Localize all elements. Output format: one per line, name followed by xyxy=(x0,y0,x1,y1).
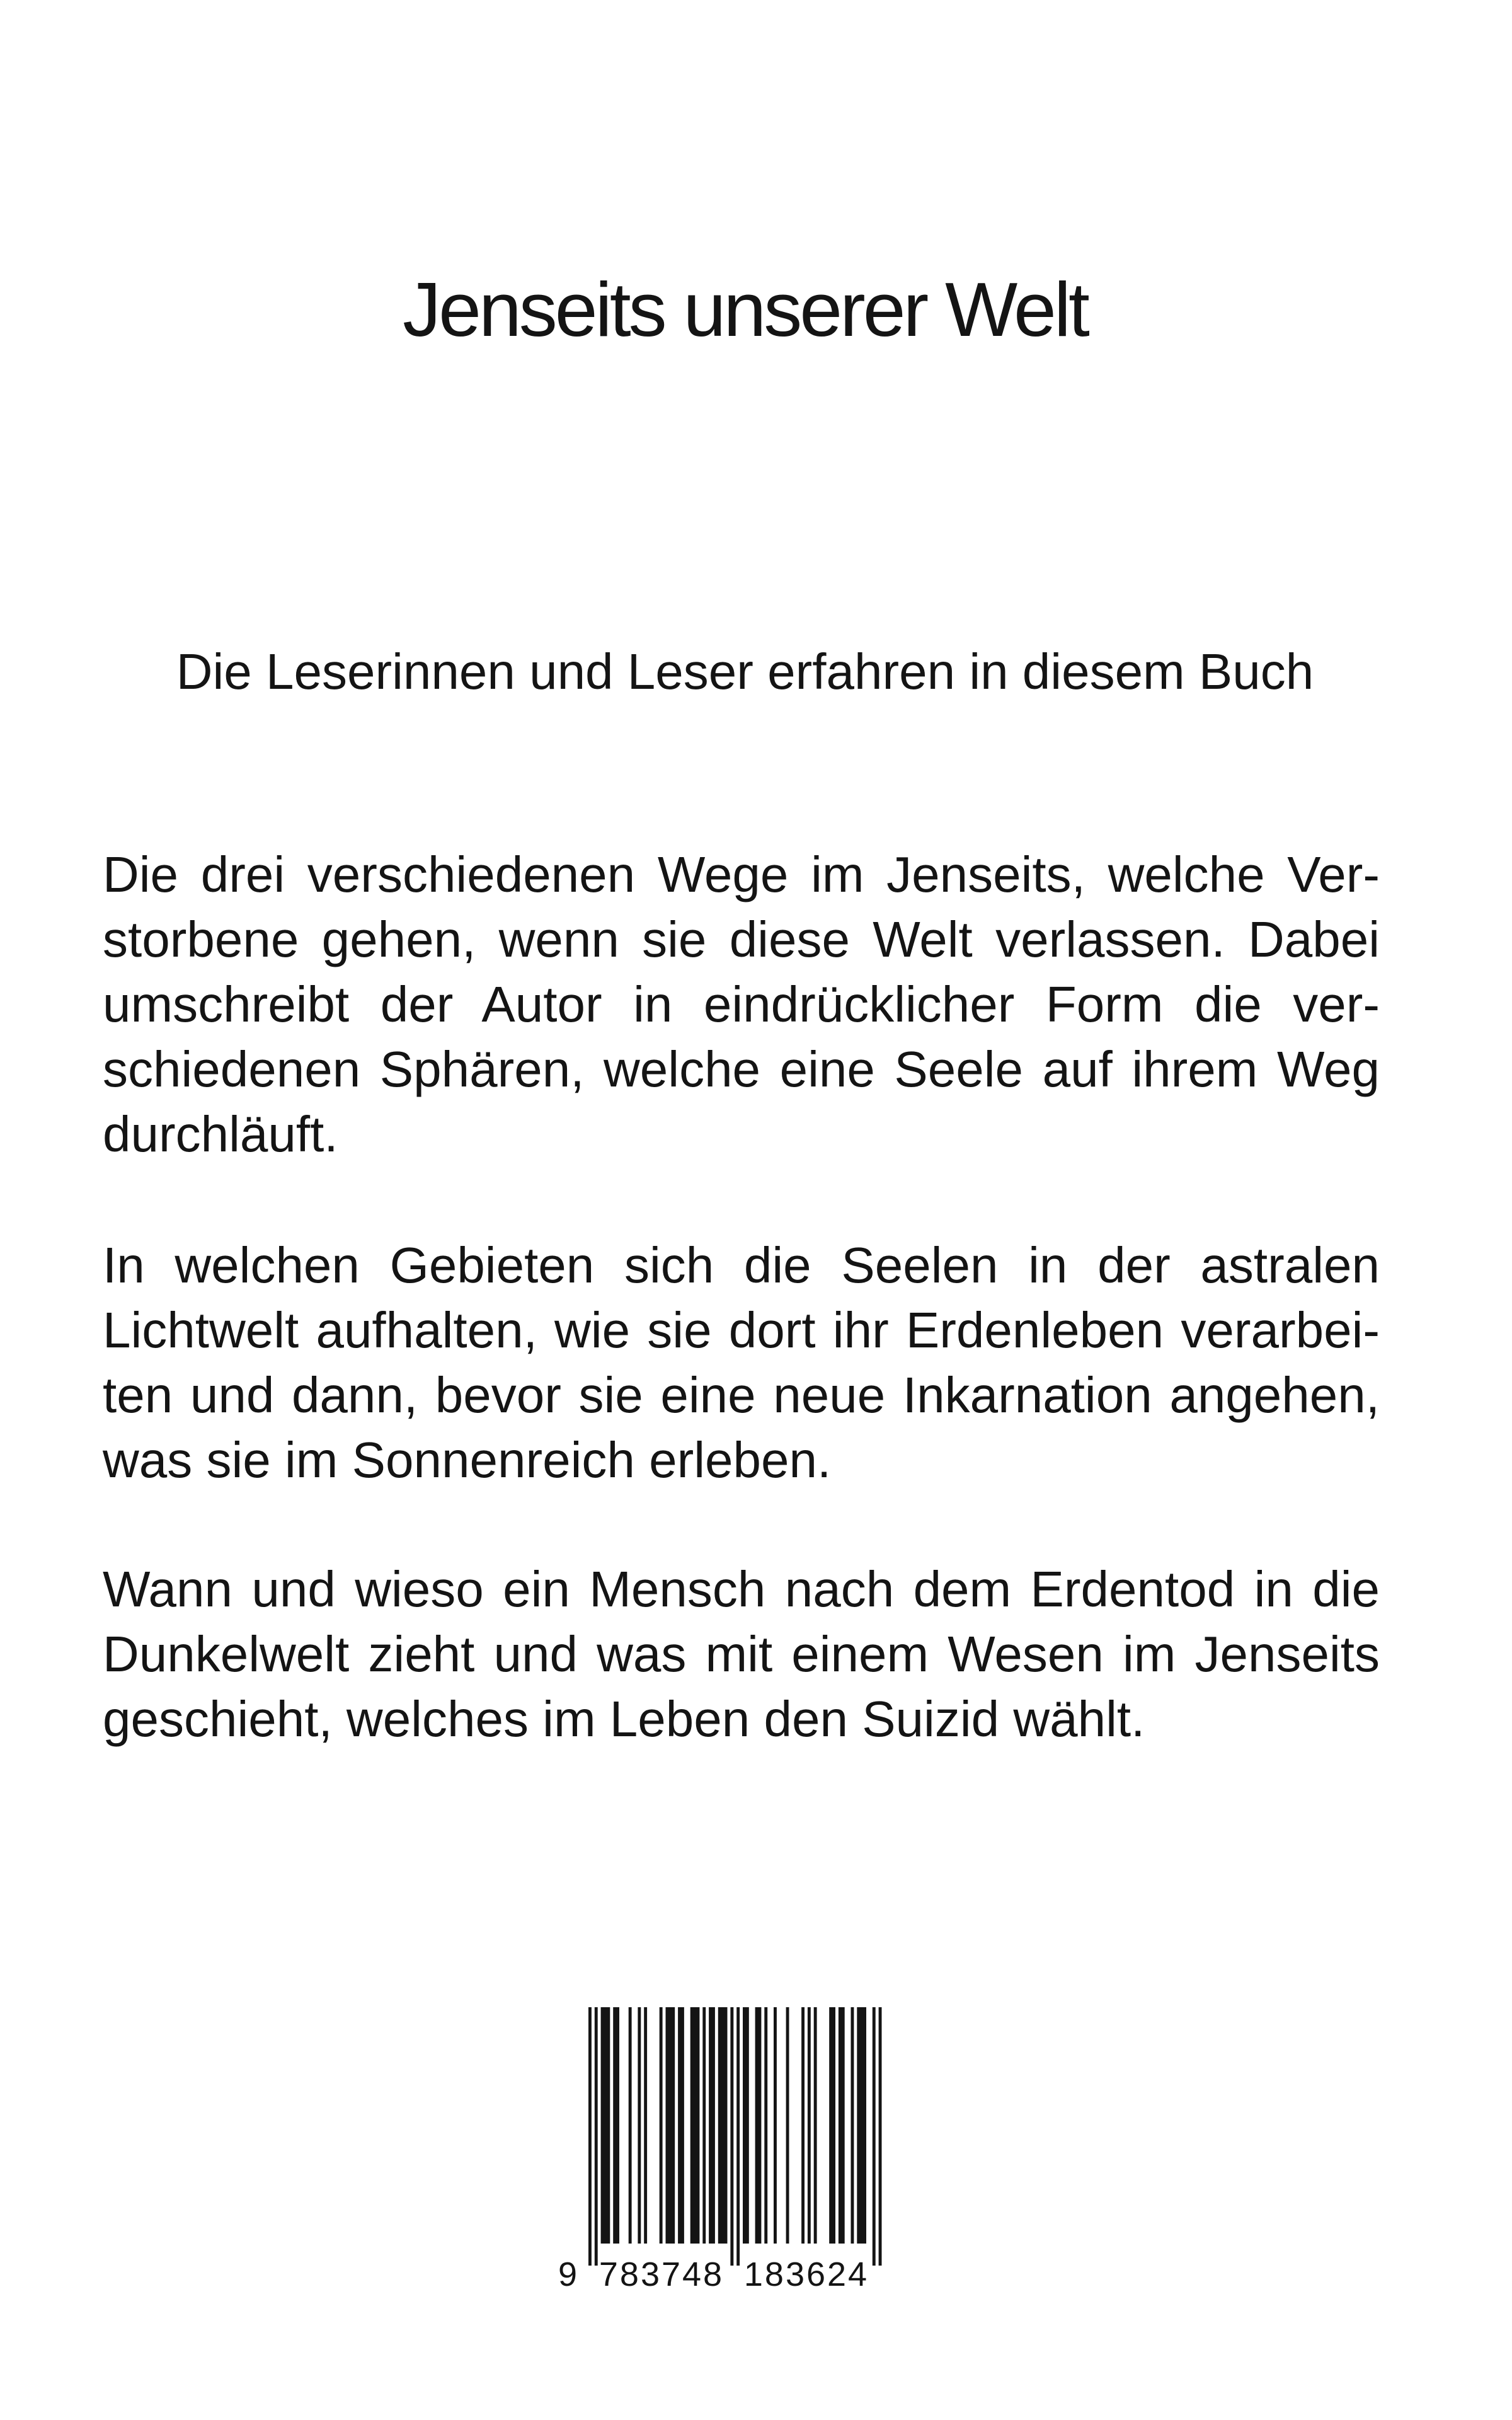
barcode-bar xyxy=(690,2007,700,2244)
barcode-bar xyxy=(660,2007,663,2244)
barcode-bar xyxy=(638,2007,641,2244)
barcode-guard-bar xyxy=(736,2007,740,2266)
intro-line: Die Leserinnen und Leser erfahren in diesem Buch xyxy=(176,643,1314,700)
description-paragraph: Die drei verschiedenen Wege im Jenseits, welche Verstorbene gehen, wenn sie diese Welt verlassen. Dabei umschreibt der Autor in eindrücklicher Form die verschiedenen Sphären, welche eine Seele auf ihrem Weg durchläuft. xyxy=(103,846,1380,1162)
barcode-guard-bar xyxy=(595,2007,598,2266)
barcode-bar xyxy=(601,2007,610,2244)
barcode-bar xyxy=(644,2007,647,2244)
barcode-bar xyxy=(839,2007,845,2244)
barcode-bars xyxy=(588,2007,882,2266)
barcode-bar xyxy=(829,2007,835,2244)
barcode-guard-bar xyxy=(873,2007,876,2266)
description-paragraph: Wann und wieso ein Mensch nach dem Erdentod in die Dunkelwelt zieht und was mit einem Wesen im Jenseits geschieht, welches im Leben den Suizid wählt. xyxy=(103,1561,1380,1747)
barcode-first-digit: 9 xyxy=(558,2256,578,2291)
barcode-bar xyxy=(786,2007,789,2244)
description-paragraph: In welchen Gebieten sich die Seelen in der astralen Lichtwelt aufhalten, wie sie dort ihr Erdenleben verarbeiten und dann, bevor sie eine neue Inkarnation angehen, was sie im Sonnenreich erleben. xyxy=(103,1237,1380,1488)
barcode-bar xyxy=(857,2007,866,2244)
barcode-bar xyxy=(755,2007,762,2244)
barcode-guard-bar xyxy=(588,2007,592,2266)
barcode-bar xyxy=(801,2007,805,2244)
book-title: Jenseits unserer Welt xyxy=(403,267,1087,352)
barcode-bar xyxy=(814,2007,817,2244)
barcode-guard-bar xyxy=(879,2007,882,2266)
barcode-bar xyxy=(629,2007,632,2244)
barcode-bar xyxy=(702,2007,706,2244)
barcode-left-digits: 783748 xyxy=(598,2256,724,2291)
isbn-barcode xyxy=(553,2007,919,2291)
barcode-right-digits: 183624 xyxy=(743,2256,869,2291)
barcode-guard-bar xyxy=(730,2007,733,2266)
barcode-bar xyxy=(678,2007,684,2244)
barcode-bar xyxy=(808,2007,811,2244)
barcode-bar xyxy=(743,2007,749,2244)
barcode-bar xyxy=(774,2007,777,2244)
barcode-bar xyxy=(851,2007,854,2244)
barcode-graphic xyxy=(553,2007,919,2291)
barcode-bar xyxy=(613,2007,619,2244)
barcode-bar xyxy=(718,2007,728,2244)
barcode-bar xyxy=(709,2007,715,2244)
barcode-bar xyxy=(666,2007,675,2244)
barcode-bar xyxy=(764,2007,767,2244)
